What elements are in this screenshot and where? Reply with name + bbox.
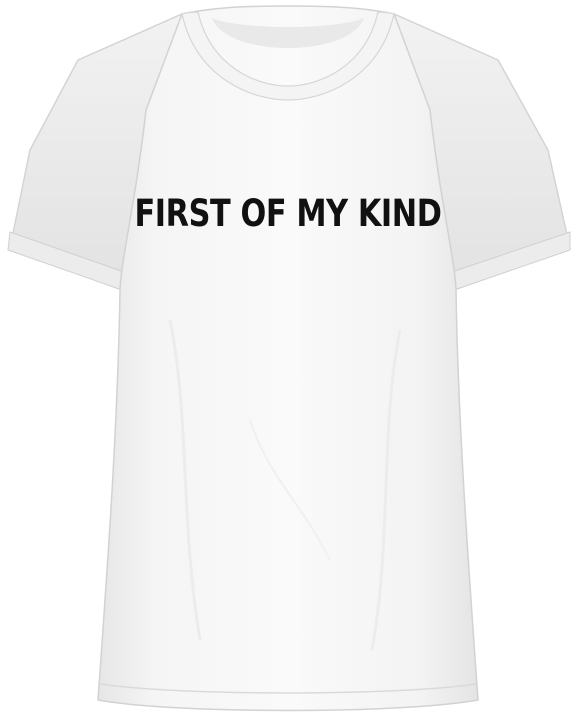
shirt-print-text: FIRST OF MY KIND xyxy=(134,192,442,235)
shirt-body xyxy=(98,6,478,711)
